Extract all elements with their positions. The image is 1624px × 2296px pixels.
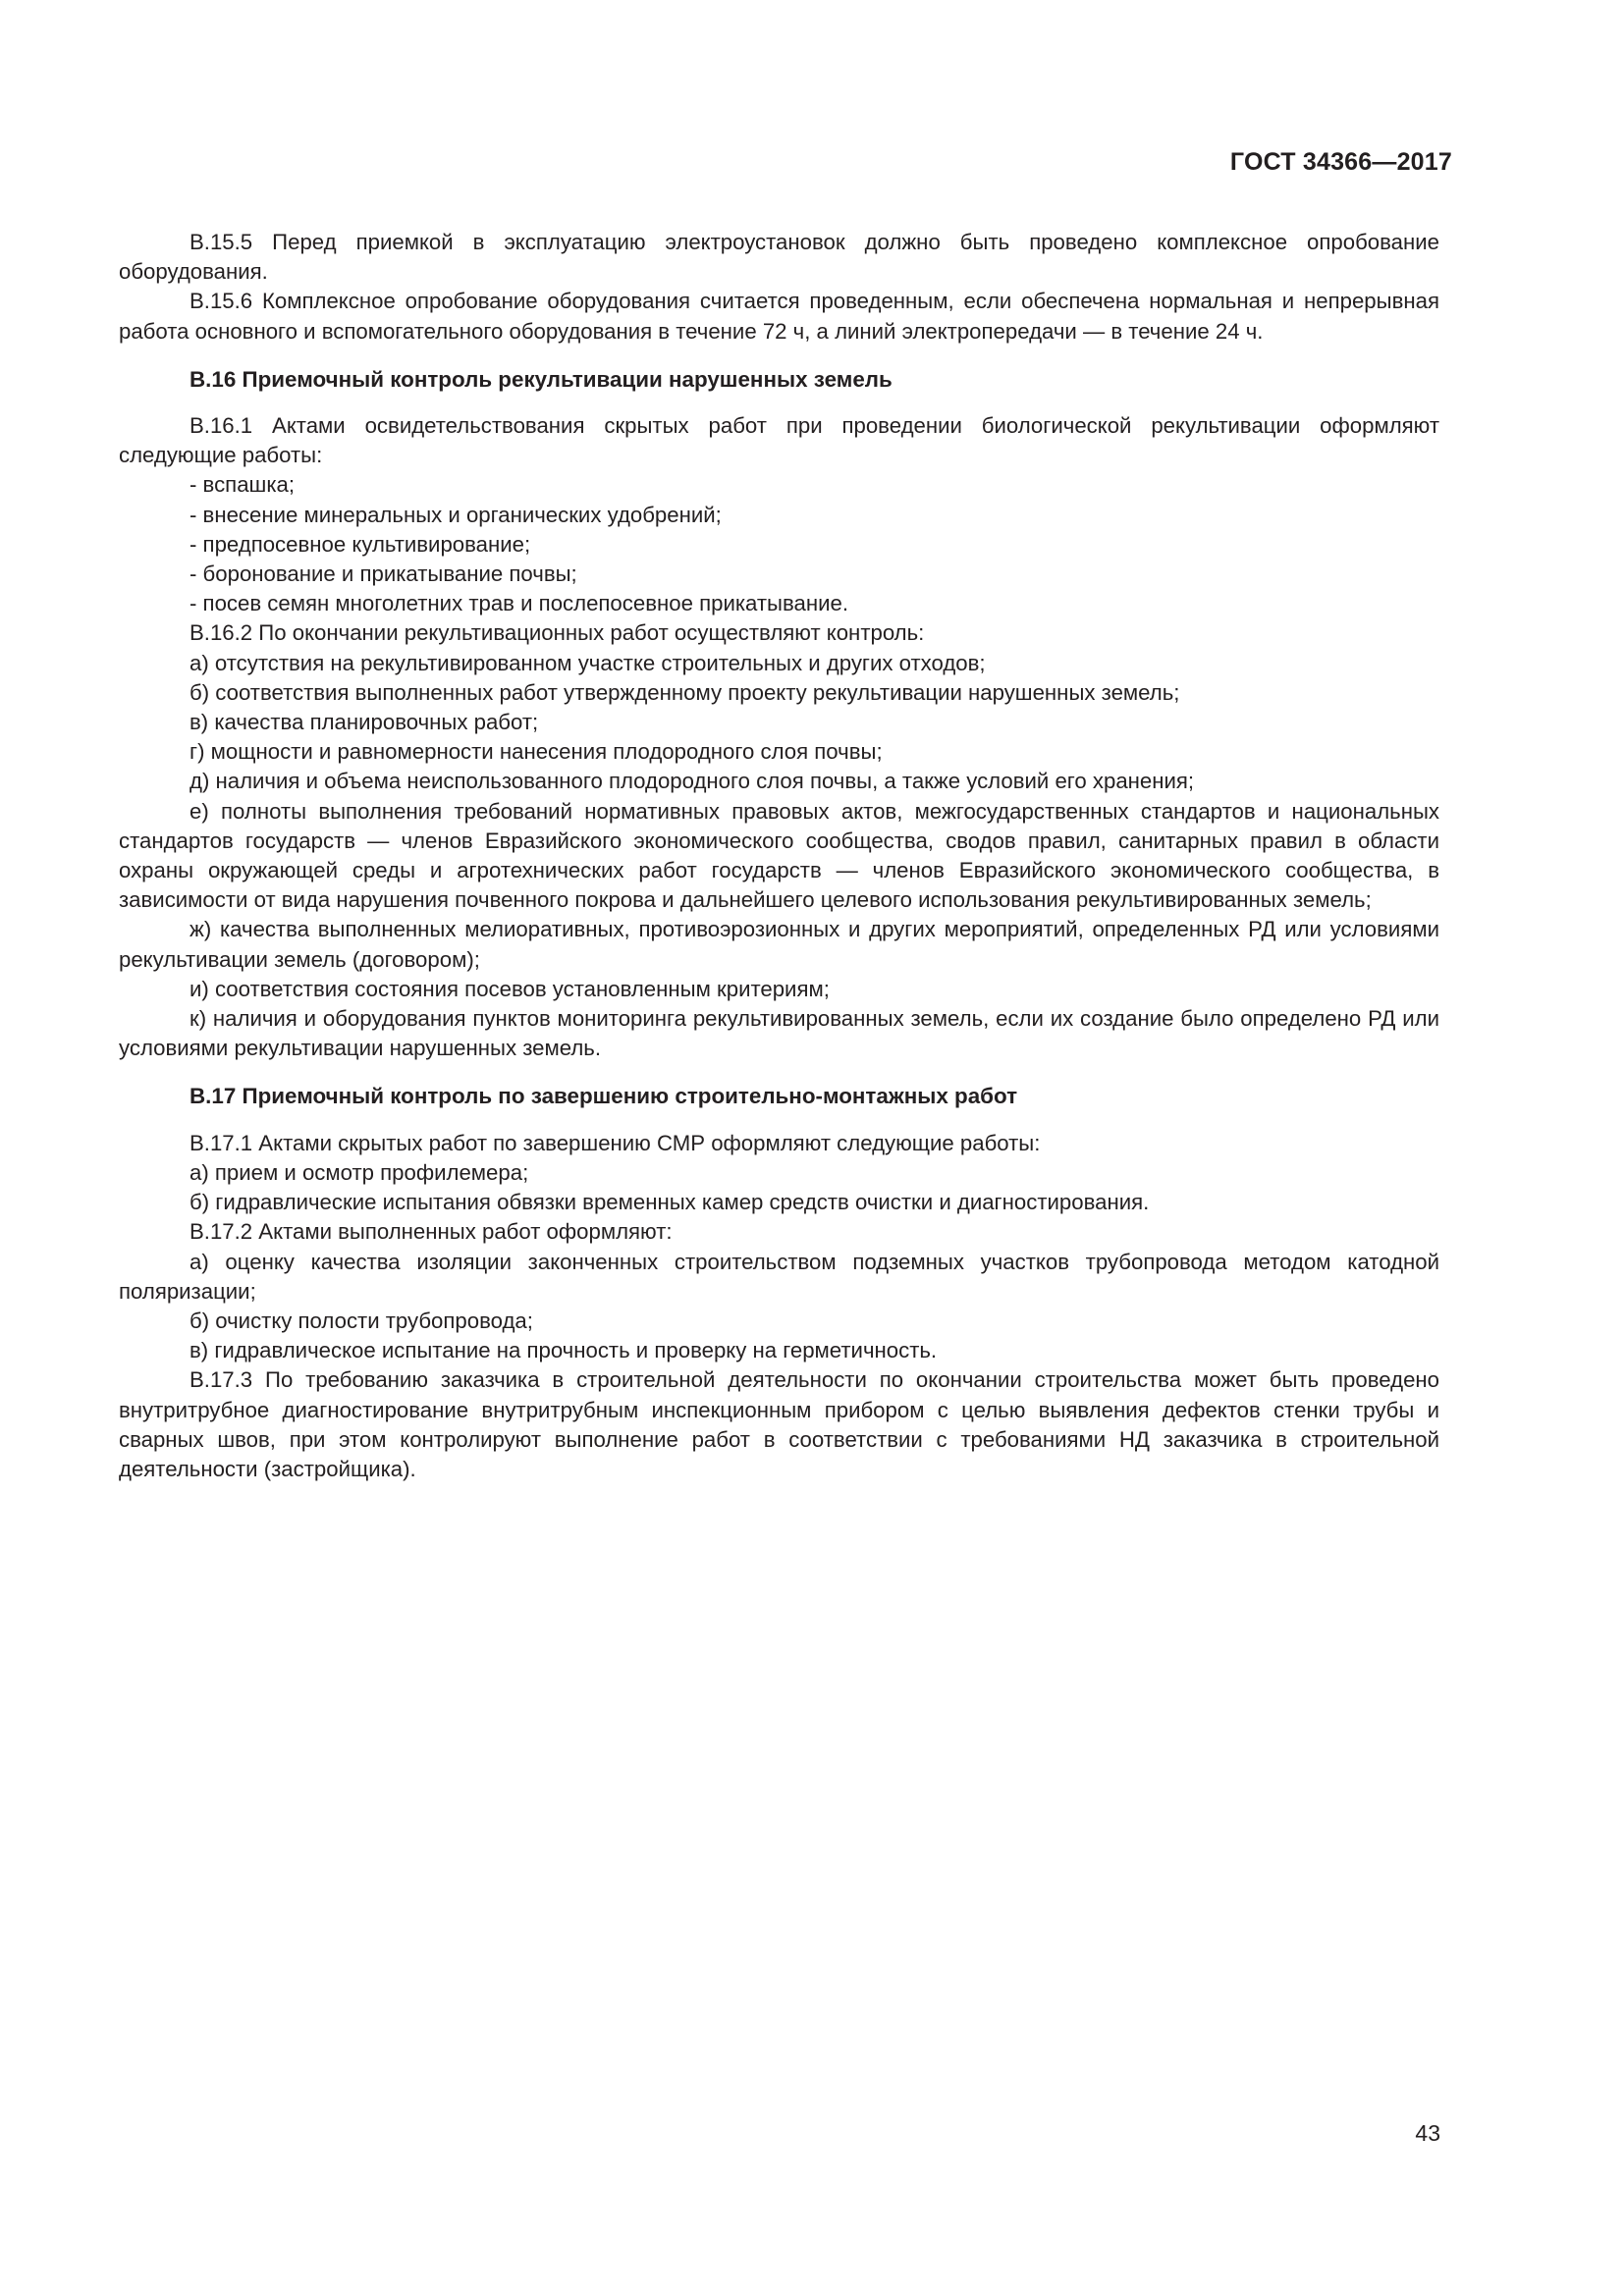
list-item: - предпосевное культивирование; [189,531,531,557]
page-number: 43 [1415,2120,1440,2146]
paragraph: к) наличия и оборудования пунктов мониторинга рекультивированных земель, если их создание было определено РД или условиями рекультивации нарушенных земель. [119,1006,1439,1061]
paragraph: а) отсутствия на рекультивированном участке строительных и других отходов; [189,650,986,675]
paragraph: В.16.2 По окончании рекультивационных работ осуществляют контроль: [189,620,925,646]
list-item: - посев семян многолетних трав и послепосевное прикатывание. [189,591,849,616]
paragraph: В.15.5 Перед приемкой в эксплуатацию электроустановок должно быть проведено комплексное опробование оборудования. [119,230,1439,285]
paragraph: в) качества планировочных работ; [189,710,539,735]
list-item: - внесение минеральных и органических удобрений; [189,502,722,527]
document-code: ГОСТ 34366—2017 [1229,148,1452,176]
paragraph: б) очистку полости трубопровода; [189,1308,533,1333]
paragraph: В.16.1 Актами освидетельствования скрытых работ при проведении биологической рекультивации оформляют следующие работы: [119,413,1439,468]
paragraph: в) гидравлическое испытание на прочность и проверку на герметичность. [189,1338,938,1363]
section-heading: В.17 Приемочный контроль по завершению строительно-монтажных работ [189,1084,1018,1109]
paragraph: и) соответствия состояния посевов установленным критериям; [189,976,830,1001]
list-item: - боронование и прикатывание почвы; [189,561,577,587]
paragraph: д) наличия и объема неиспользованного плодородного слоя почвы, а также условий его хранения; [189,769,1195,794]
paragraph: а) прием и осмотр профилемера; [189,1159,529,1185]
paragraph: а) оценку качества изоляции законченных строительством подземных участков трубопровода методом катодной поляризации; [119,1249,1439,1304]
paragraph: г) мощности и равномерности нанесения плодородного слоя почвы; [189,739,883,765]
paragraph: б) гидравлические испытания обвязки временных камер средств очистки и диагностирования. [189,1190,1150,1215]
section-heading: В.16 Приемочный контроль рекультивации нарушенных земель [189,366,893,392]
paragraph: е) полноты выполнения требований нормативных правовых актов, межгосударственных стандартов и национальных стандартов государств — членов Евразийского экономического сообщества, сводов правил, санитарных правил в области охраны окружающей среды и агротехнических работ государств — членов Евразийского экономического сообщества, в зависимости от вида нарушения почвенного покрова и дальнейшего целевого использования рекультивированных земель; [119,798,1439,913]
paragraph: В.17.3 По требованию заказчика в строительной деятельности по окончании строительства может быть проведено внутритрубное диагностирование внутритрубным инспекционным прибором с целью выявления дефектов стенки трубы и сварных швов, при этом контролируют выполнение работ в соответствии с требованиями НД заказчика в строительной деятельности (застройщика). [119,1367,1439,1481]
paragraph: В.17.1 Актами скрытых работ по завершению СМР оформляют следующие работы: [189,1130,1041,1155]
paragraph: В.15.6 Комплексное опробование оборудования считается проведенным, если обеспечена нормальная и непрерывная работа основного и вспомогательного оборудования в течение 72 ч, а линий электропередачи — в течение 24 ч. [119,289,1439,344]
document-body [119,228,1439,1484]
paragraph: В.17.2 Актами выполненных работ оформляют: [189,1219,673,1245]
paragraph: ж) качества выполненных мелиоративных, противоэрозионных и других мероприятий, определенных РД или условиями рекультивации земель (договором); [119,917,1439,972]
paragraph: б) соответствия выполненных работ утвержденному проекту рекультивации нарушенных земель; [189,679,1180,705]
list-item: - вспашка; [189,472,296,498]
